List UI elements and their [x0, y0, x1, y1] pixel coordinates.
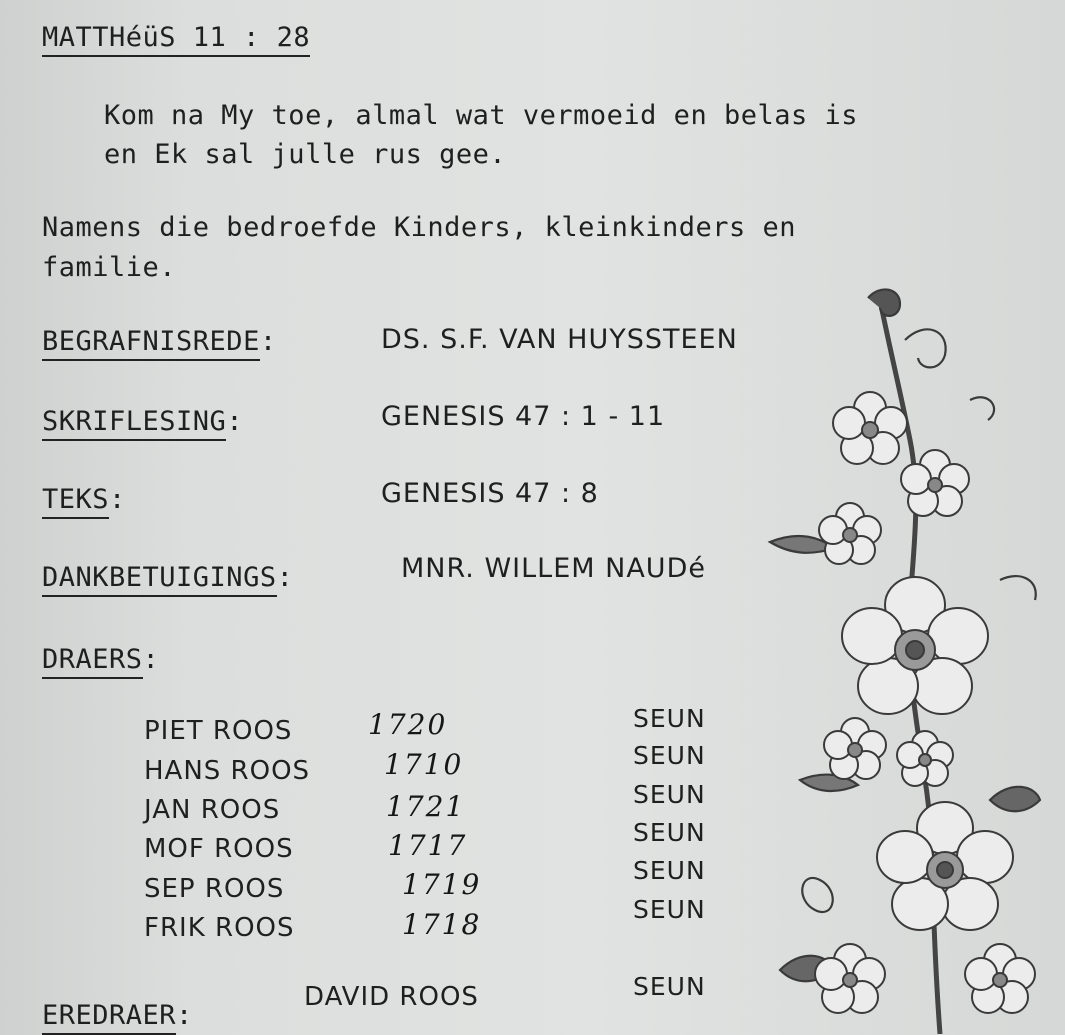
- pallbearer-relation: SEUN: [633, 780, 706, 809]
- pallbearer-name: SEP ROOS: [144, 874, 285, 904]
- handwritten-number: 1718: [402, 908, 482, 941]
- pallbearer-name: PIET ROOS: [144, 716, 293, 746]
- field-label-skriflesing: SKRIFLESING:: [42, 406, 243, 437]
- honorary-label: EREDRAER:: [42, 1000, 193, 1031]
- scripture-heading: MATTHéüS 11 : 28: [42, 22, 310, 57]
- pallbearers-label: DRAERS:: [42, 644, 159, 675]
- field-value-dankbetuigings: MNR. WILLEM NAUDé: [401, 553, 706, 584]
- intro-line-2: familie.: [42, 252, 177, 283]
- pallbearer-relation: SEUN: [633, 856, 706, 885]
- pallbearer-name: FRIK ROOS: [144, 913, 295, 943]
- field-value-begrafnisrede: DS. S.F. VAN HUYSSTEEN: [381, 324, 738, 355]
- handwritten-number: 1719: [402, 868, 482, 901]
- handwritten-number: 1710: [384, 748, 464, 781]
- field-value-skriflesing: GENESIS 47 : 1 - 11: [381, 401, 666, 432]
- pallbearer-relation: SEUN: [633, 895, 706, 924]
- field-label-dankbetuigings: DANKBETUIGINGS:: [42, 562, 293, 593]
- pallbearer-name: JAN ROOS: [144, 795, 281, 825]
- honorary-name: DAVID ROOS: [304, 982, 479, 1012]
- handwritten-number: 1721: [386, 790, 466, 823]
- pallbearer-relation: SEUN: [633, 741, 706, 770]
- handwritten-number: 1717: [388, 829, 468, 862]
- honorary-relation: SEUN: [633, 972, 706, 1001]
- handwritten-number: 1720: [368, 708, 448, 741]
- floral-decoration-icon: [740, 280, 1065, 1034]
- pallbearer-name: HANS ROOS: [144, 756, 311, 786]
- field-label-teks: TEKS:: [42, 484, 126, 515]
- verse-line-1: Kom na My toe, almal wat vermoeid en belas is: [104, 100, 858, 131]
- pallbearer-name: MOF ROOS: [144, 834, 294, 864]
- pallbearer-relation: SEUN: [633, 818, 706, 847]
- field-label-begrafnisrede: BEGRAFNISREDE:: [42, 326, 277, 357]
- pallbearer-relation: SEUN: [633, 704, 706, 733]
- verse-line-2: en Ek sal julle rus gee.: [104, 139, 507, 170]
- field-value-teks: GENESIS 47 : 8: [381, 478, 599, 509]
- intro-line-1: Namens die bedroefde Kinders, kleinkinders en: [42, 212, 796, 243]
